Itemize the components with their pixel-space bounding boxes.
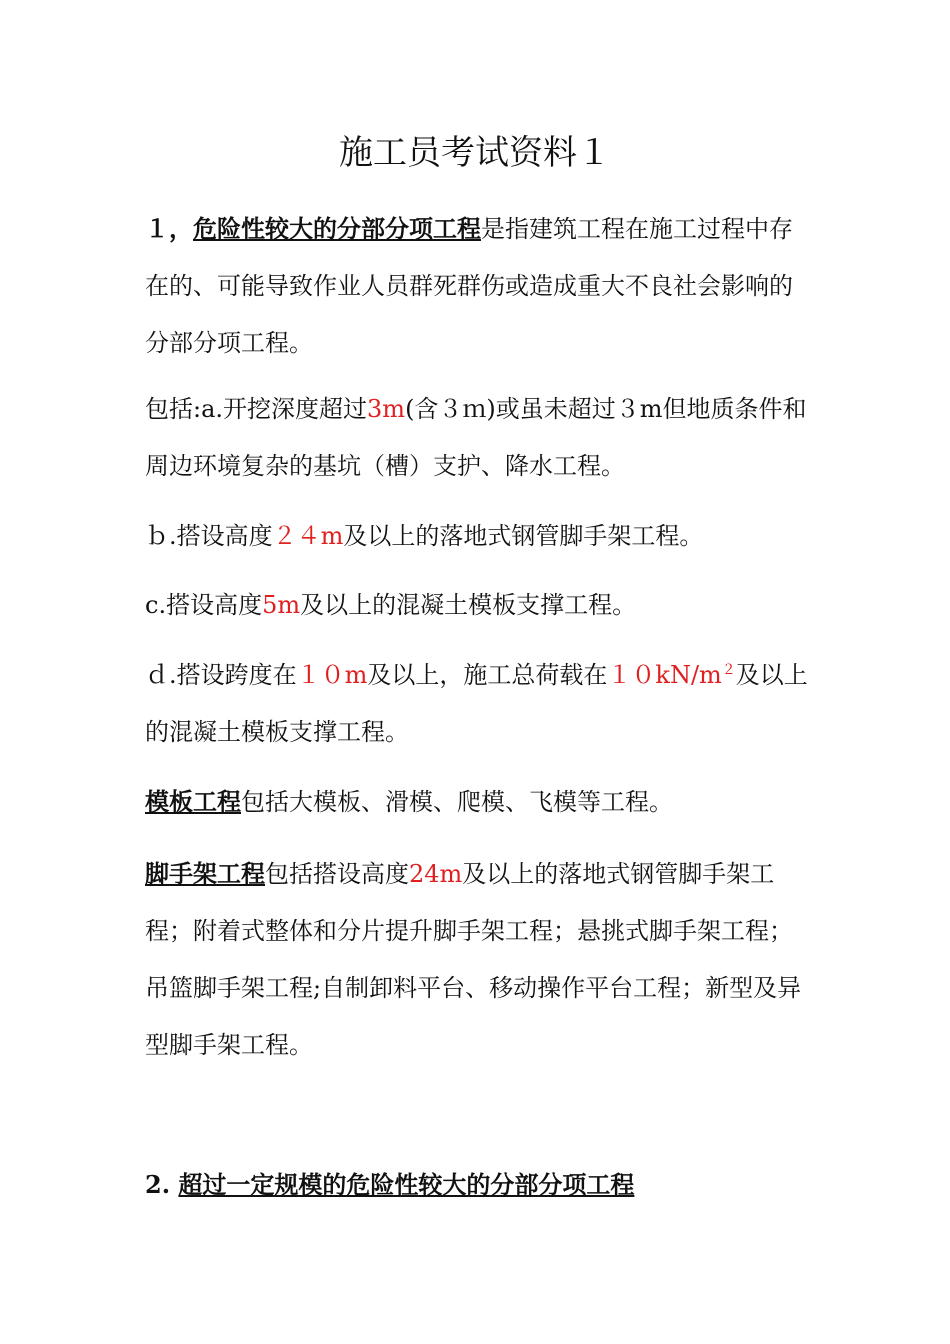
item-b-text: ｂ.搭设高度 xyxy=(145,522,273,550)
item-b-text-rest: 及以上的落地式钢管脚手架工程。 xyxy=(343,522,704,550)
paragraph-definition xyxy=(145,200,810,372)
section-number: 2. xyxy=(145,1170,179,1199)
paragraph-item-a xyxy=(145,381,810,495)
scaffolding-text: 包括搭设高度 xyxy=(265,860,409,888)
paragraph-item-b xyxy=(145,508,810,565)
section-title: 超过一定规模的危险性较大的分部分项工程 xyxy=(178,1170,635,1199)
item-d-value-load: １０kN/m xyxy=(607,661,722,689)
item-b-value: ２４m xyxy=(272,522,344,550)
item-a-text: 包括:a.开挖深度超过 xyxy=(145,395,368,423)
item-d-text-mid: 及以上，施工总荷载在 xyxy=(367,661,608,689)
item-number: １， xyxy=(145,214,193,243)
page-title: 施工员考试资料１ xyxy=(339,133,611,173)
definition-text: 是指建筑工程在施工过程中存在的、可能导致作业人员群死群伤或造成重大不良社会影响的分部分项工程。 xyxy=(145,215,793,357)
formwork-text: 包括大模板、滑模、爬模、飞模等工程。 xyxy=(241,788,673,816)
scaffolding-value: 24m xyxy=(409,860,463,888)
item-d-text: ｄ.搭设跨度在 xyxy=(145,661,297,689)
item-a-text-rest: (含３ｍ)或虽未超过３m但地质条件和周边环境复杂的基坑（槽）支护、降水工程。 xyxy=(145,395,807,480)
scaffolding-text-rest: 及以上的落地式钢管脚手架工程；附着式整体和分片提升脚手架工程；悬挑式脚手架工程；吊篮脚手架工程;自制卸料平台、移动操作平台工程；新型及异型脚手架工程。 xyxy=(145,860,802,1059)
item-c-text-rest: 及以上的混凝土模板支撑工程。 xyxy=(300,591,637,619)
paragraph-item-d xyxy=(145,647,810,761)
item-c-text: c.搭设高度 xyxy=(145,591,263,619)
term-dangerous-works: 危险性较大的分部分项工程 xyxy=(193,214,481,243)
section-heading-2 xyxy=(145,1156,810,1214)
term-formwork: 模板工程 xyxy=(145,787,241,816)
paragraph-item-c xyxy=(145,577,810,634)
item-d-superscript: ２ xyxy=(721,662,736,678)
item-c-value: 5m xyxy=(262,591,301,619)
paragraph-scaffolding xyxy=(145,845,810,1074)
item-a-value: 3m xyxy=(367,395,406,423)
item-d-text-rest: 及以上的混凝土模板支撑工程。 xyxy=(145,661,808,746)
term-scaffolding: 脚手架工程 xyxy=(145,859,265,888)
paragraph-formwork xyxy=(145,773,810,831)
item-d-value-span: １０m xyxy=(296,661,368,689)
